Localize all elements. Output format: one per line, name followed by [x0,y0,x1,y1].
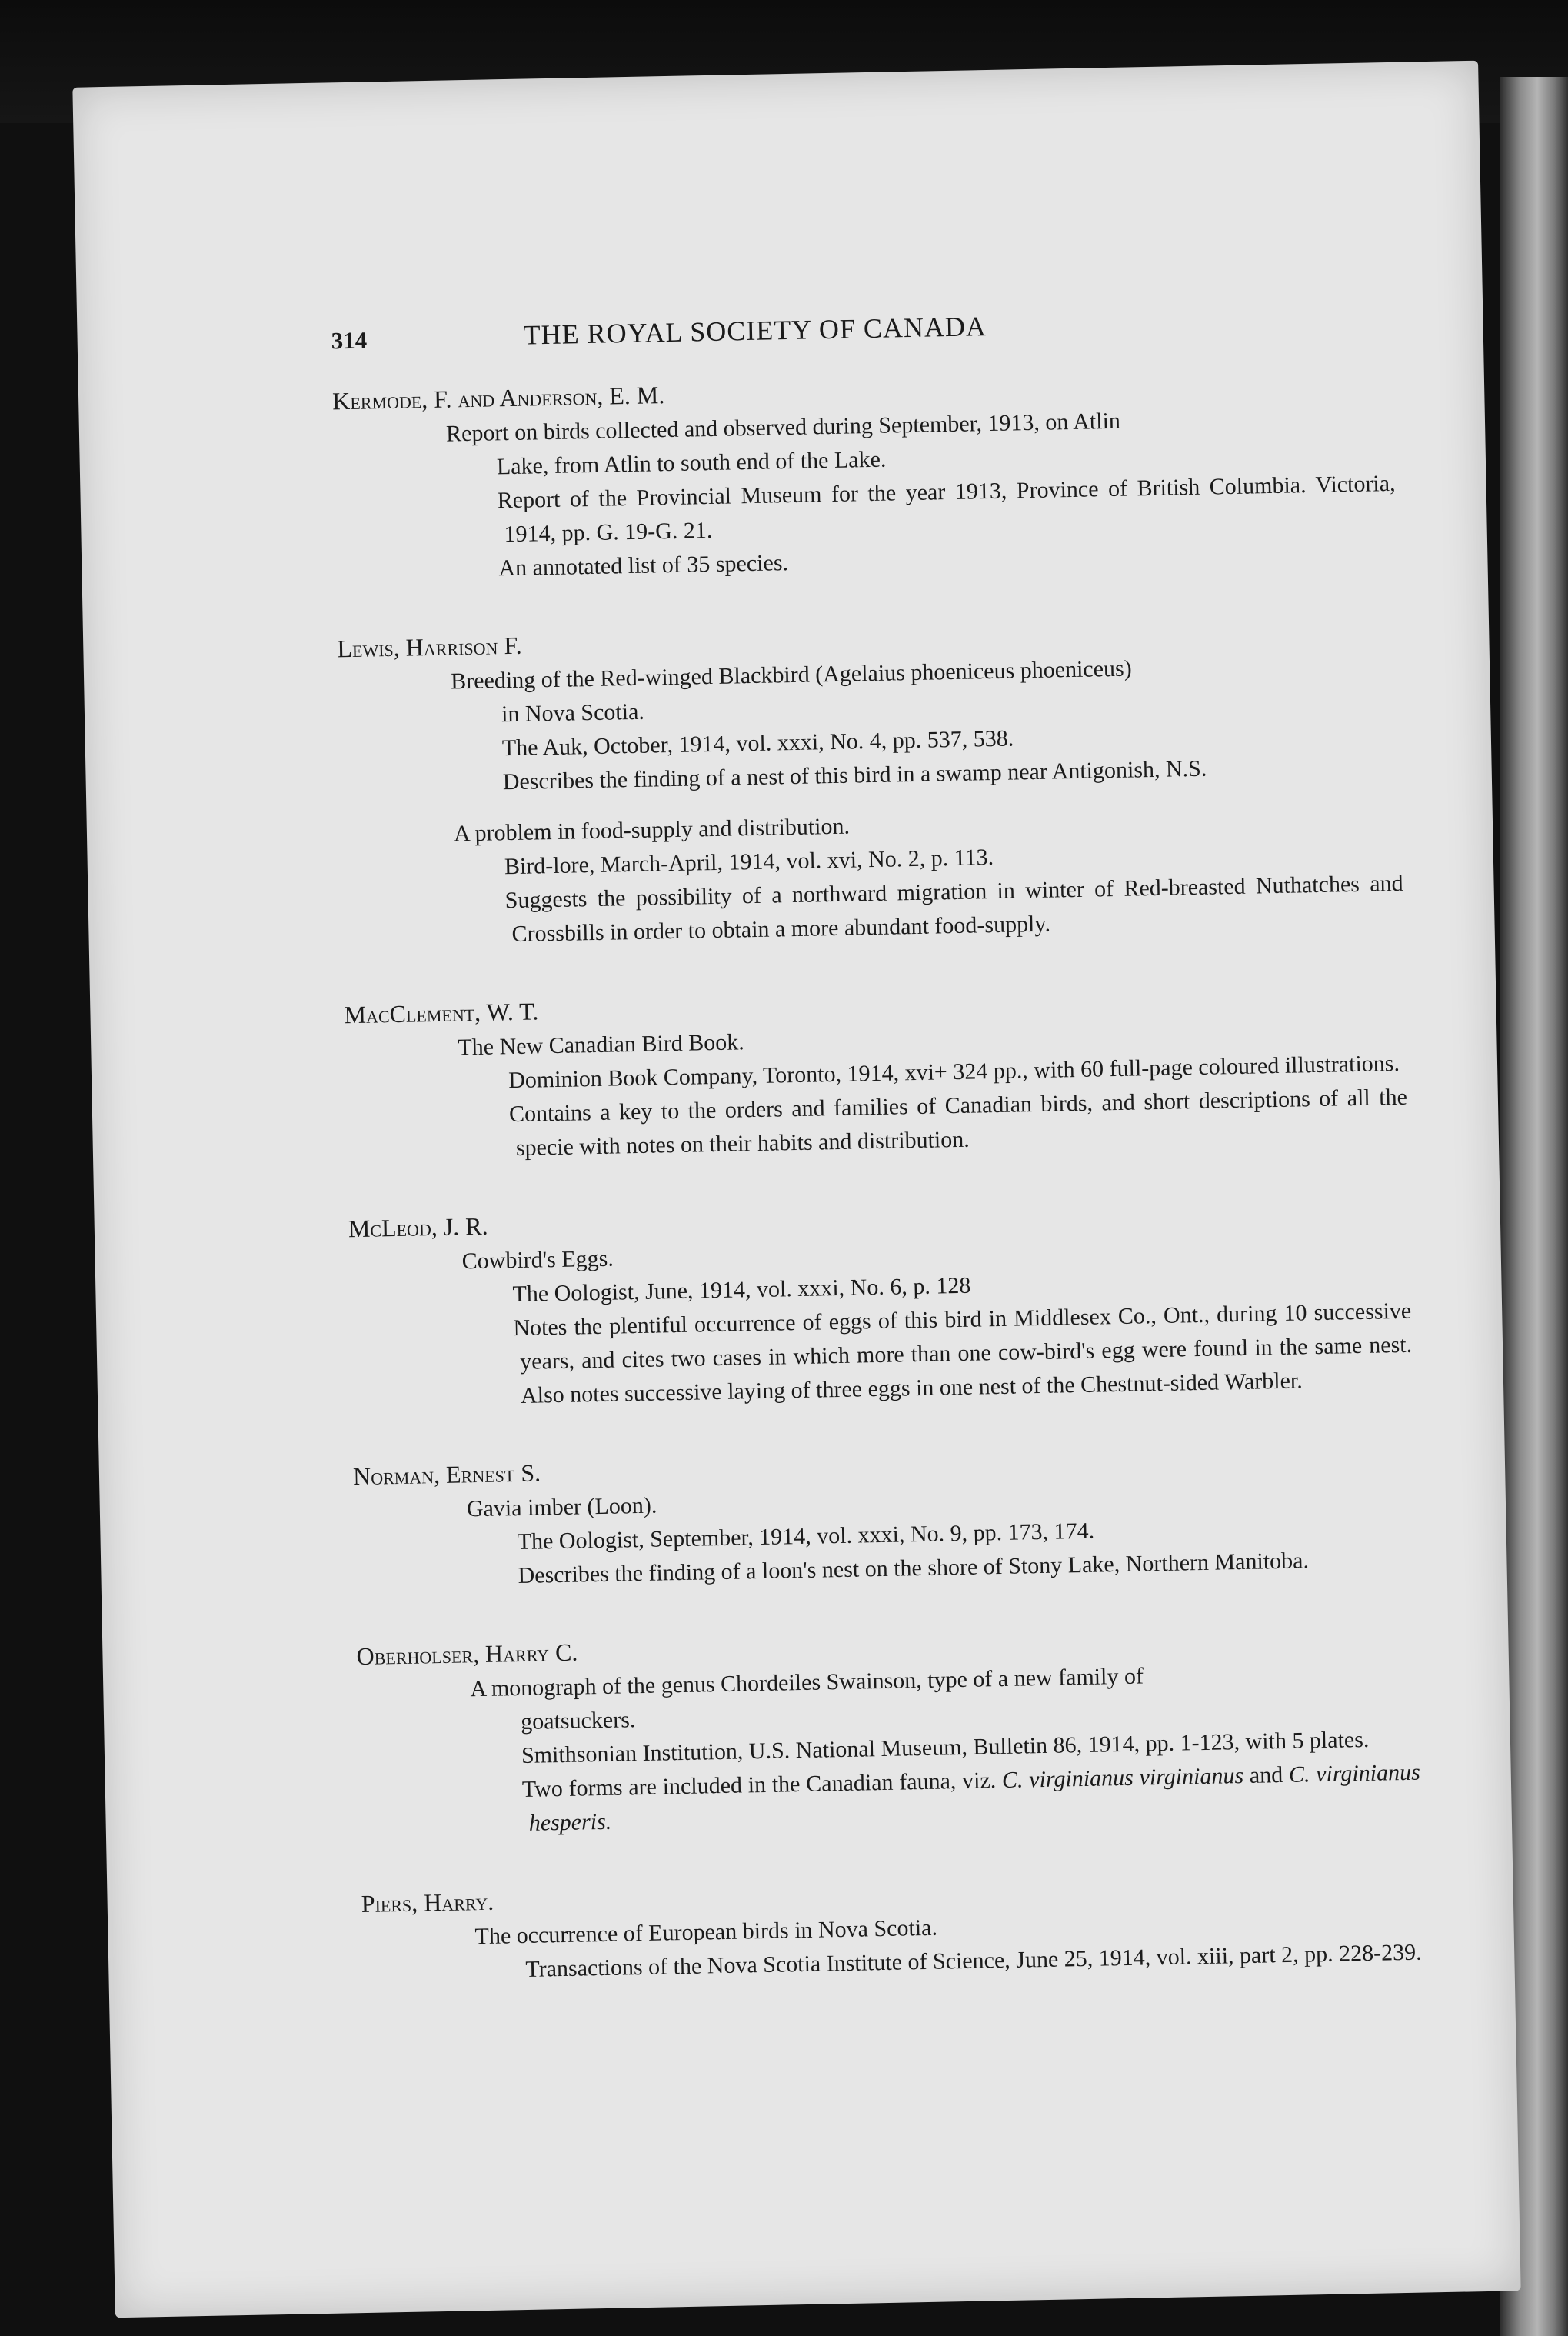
book-page [72,61,1520,2318]
work-citation: Bird-lore, March-April, 1914, vol. xvi, No. 2, p. 113. [504,845,994,880]
work-citation: The Oologist, September, 1914, vol. xxxi, No. 9, pp. 173, 174. [517,1518,1095,1555]
entry-work [470,1655,1421,1841]
entry-author: Kermode, F. and Anderson, E. M. [331,381,665,415]
page-header [331,302,1423,361]
work-citation: Report of the Provincial Museum for the year 1913, Province of British Columbia. Victoria, 1914, pp. G. 19-G. 21. [497,470,1396,548]
entry-work [445,399,1397,586]
work-title: The occurrence of European birds in Nova Scotia. [474,1914,938,1950]
entry-work [461,1227,1413,1414]
entry-work [450,647,1401,800]
bibliography-entries [332,364,1425,2033]
species-name: C. virginianus hesperis. [528,1759,1421,1836]
entry-author: Oberholser, Harry C. [356,1638,578,1671]
work-title: The New Canadian Bird Book. [458,1029,745,1061]
entry-author: Norman, Ernest S. [352,1458,541,1491]
entry-work [453,799,1404,952]
species-name: C. virginianus virginianus [1001,1762,1244,1794]
entry-author: MacClement, W. T. [344,997,539,1029]
work-note: Notes the plentiful occurrence of eggs of this bird in Middlesex Co., Ont., during 10 successive years, and cites two cases in which more than one cow-bird's egg were found in the same nest. Also notes successive laying of three eggs in one nest of the Chestnut-sided Warbler. [513,1298,1413,1408]
work-note: An annotated list of 35 species. [498,550,789,582]
bibliography-entry [344,978,1408,1168]
bibliography-entry [348,1191,1413,1416]
work-citation: Smithsonian Institution, U.S. National Museum, Bulletin 86, 1914, pp. 1-123, with 5 plates. [521,1726,1370,1769]
work-citation: Dominion Book Company, Toronto, 1914, xvi+ 324 pp., with 60 full-page coloured illustrations. [508,1050,1400,1094]
work-title: Breeding of the Red-winged Blackbird (Agelaius phoeniceus phoeniceus) in Nova Scotia. [450,655,1132,728]
work-title: Gavia imber (Loon). [466,1492,657,1522]
running-title: THE ROYAL SOCIETY OF CANADA [523,311,987,351]
work-title: A monograph of the genus Chordeiles Swainson, type of a new family of goatsuckers. [470,1663,1144,1735]
bibliography-entry [353,1439,1417,1596]
bibliography-entry [337,611,1404,955]
work-note: Two forms are included in the Canadian fauna, viz. C. virginianus virginianus and C. virginianus hesperis. [521,1759,1421,1836]
bibliography-entry [361,1867,1423,1990]
entry-work [466,1475,1416,1594]
entry-author: McLeod, J. R. [348,1211,488,1243]
work-note: Describes the finding of a nest of this bird in a swamp near Antigonish, N.S. [502,755,1207,795]
entry-author: Lewis, Harrison F. [337,631,522,663]
work-citation: The Oologist, June, 1914, vol. xxxi, No. 6, p. 128 [512,1272,971,1308]
work-citation: Transactions of the Nova Scotia Institute of Science, June 25, 1914, vol. xiii, part 2, pp. 228-239. [525,1939,1422,1982]
entry-work [458,1013,1408,1166]
work-citation: The Auk, October, 1914, vol. xxxi, No. 4, pp. 537, 538. [501,725,1014,761]
page-number: 314 [331,326,368,355]
work-title: Report on birds collected and observed during September, 1913, on Atlin Lake, from Atlin to south end of the Lake. [445,408,1121,480]
bibliography-entry [332,364,1397,588]
bibliography-entry [356,1619,1421,1844]
work-note: Describes the finding of a loon's nest on the shore of Stony Lake, Northern Manitoba. [518,1548,1310,1589]
work-note: Contains a key to the orders and families of Canadian birds, and short descriptions of all the specie with notes on their habits and distribution. [508,1084,1408,1161]
work-note: Suggests the possibility of a northward migration in winter of Red-breasted Nuthatches and Crossbills in order to obtain a more abundant food-supply. [504,870,1403,948]
work-title: Cowbird's Eggs. [461,1245,614,1275]
entry-author: Piers, Harry. [361,1887,494,1918]
work-title: A problem in food-supply and distribution. [453,813,851,847]
